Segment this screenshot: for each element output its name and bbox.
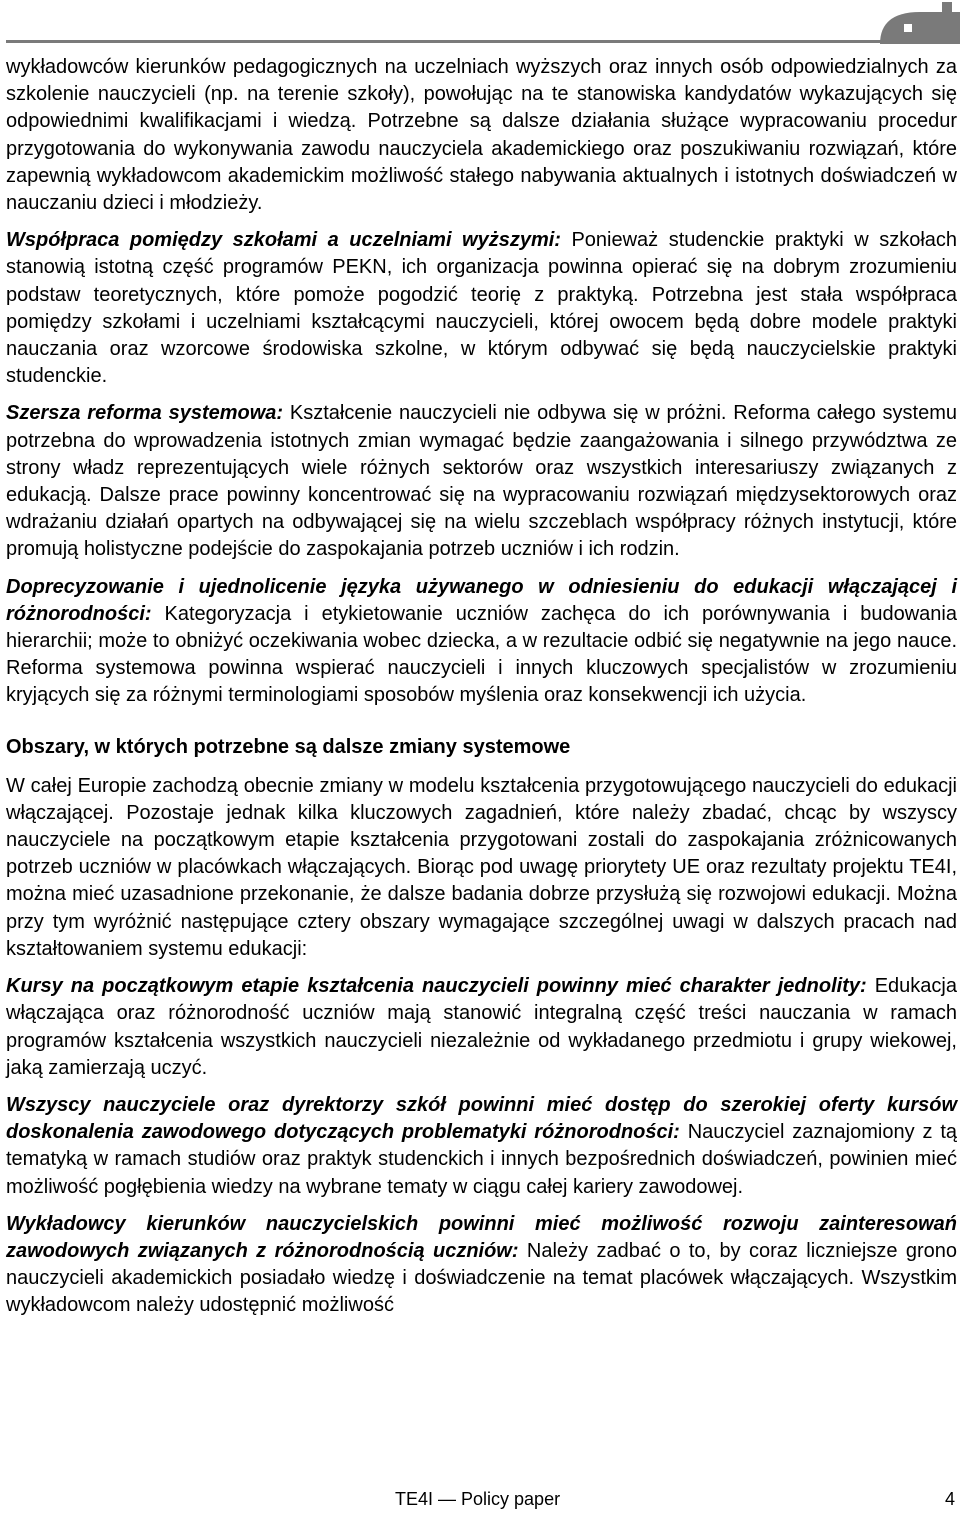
paragraph-initial-training-courses <box>6 973 957 1082</box>
paragraph-language-clarification <box>6 574 957 710</box>
paragraph-lead: Szersza reforma systemowa: <box>6 402 284 425</box>
paragraph-body: Kształcenie nauczycieli nie odbywa się w próżni. Reforma całego systemu potrzebna do wprowadzenia istotnych zmian wymagać będzie zaangażowania i silnego przywództwa ze strony władz reprezentujących wiele różnych sektorów oraz wszystkich interesariuszy związanych z edukacją. Dalsze prace powinny koncentrować się na wypracowaniu rozwiązań międzysektorowych oraz wdrażaniu działań opartych na odbywającej się na wielu szczeblach współpracy różnych instytucji, które promują holistyczne podejście do zaspokajania potrzeb uczniów i ich rodzin. <box>6 402 957 561</box>
footer-title: TE4I — Policy paper <box>395 1489 561 1509</box>
paragraph-lead: Współpraca pomiędzy szkołami a uczelniami wyższymi: <box>6 229 561 252</box>
paragraph-body: Ponieważ studenckie praktyki w szkołach stanowią istotną część programów PEKN, ich organizacja powinna opierać się na dobrym zrozumieniu podstaw teoretycznych, które pomoże pogodzić teorię z praktyką. Potrzebna jest stała współpraca pomiędzy szkołami i uczelniami kształcącymi nauczycieli, której owocem będą dobre modele praktyki nauczania oraz wzorcowe środowiska szkolne, w którym odbywać się będą nauczycielskie praktyki studenckie. <box>6 229 958 388</box>
paragraph-lead: Kursy na początkowym etapie kształcenia nauczycieli powinny mieć charakter jednolity: <box>6 975 867 998</box>
page-number: 4 <box>945 1489 956 1509</box>
paragraph-lead: Wykładowcy kierunków nauczycielskich powinni mieć możliwość rozwoju zainteresowań zawodowych związanych z różnorodnością uczniów: <box>6 1212 957 1262</box>
paragraph-lead: Doprecyzowanie i ujednolicenie języka używanego w odniesieniu do edukacji włączającej i różnorodności: <box>6 575 957 625</box>
intro-paragraph: wykładowców kierunków pedagogicznych na uczelniach wyższych oraz innych osób odpowiedzialnych za szkolenie nauczycieli (np. na terenie szkoły), powołując na te stanowiska kandydatów wykazujących się odpowiednimi kwalifikacjami i wiedzą. Potrzebne są dalsze działania służące wypracowaniu procedur przygotowania do wykonywania zawodu nauczyciela akademickiego oraz poszukiwaniu rozwiązań, które zapewnią wykładowcom akademickim możliwość stałego nabywania aktualnych i istotnych doświadczeń w nauczaniu dzieci i młodzieży. <box>6 56 957 215</box>
publisher-logo-icon <box>880 0 960 44</box>
paragraph-system-reform <box>6 400 957 563</box>
paragraph-lecturer-development <box>6 1211 957 1320</box>
section-heading: Obszary, w których potrzebne są dalsze zmiany systemowe <box>6 735 571 758</box>
paragraph-body: Kategoryzacja i etykietowanie uczniów zachęca do ich porównywania i budowania hierarchii; może to obniżyć oczekiwania wobec dziecka, a w rezultacie odbić się negatywnie na jego nauce. Reforma systemowa powinna wspierać nauczycieli i innych kluczowych specjalistów w zrozumieniu kryjących się za różnymi terminologiami sposobów myślenia oraz konsekwencji ich użycia. <box>6 602 957 707</box>
header-rule <box>6 40 892 43</box>
paragraph-body: Należy zadbać o to, by coraz liczniejsze grono nauczycieli akademickich posiadało wiedzę i doświadczenie na temat placówek włączających. Wszystkim wykładowcom należy udostępnić możliwość <box>6 1239 958 1317</box>
paragraph-body: Edukacja włączająca oraz różnorodność uczniów mają stanowić integralną część treści nauczania w ramach programów kształcenia wszystkich nauczycieli niezależnie od wykładanego przedmiotu i grupy wiekowej, jaką zamierzają uczyć. <box>6 975 957 1079</box>
section-intro-paragraph: W całej Europie zachodzą obecnie zmiany w modelu kształcenia przygotowującego nauczycieli do edukacji włączającej. Pozostaje jednak kilka kluczowych zagadnień, które należy zbadać, chcąc by wszyscy nauczyciele na początkowym etapie kształcenia przygotowani zostali do zaspokajania zróżnicowanych potrzeb uczniów w placówkach włączających. Biorąc pod uwagę priorytety UE oraz rezultaty projektu TE4I, można mieć uzasadnione przekonanie, że dalsze badania dobrze przysłużą się rozwojowi edukacji. Można przy tym wyróżnić następujące cztery obszary wymagające szczególnej uwagi w dalszych pracach nad kształtowaniem systemu edukacji: <box>6 774 957 960</box>
paragraph-lead: Wszyscy nauczyciele oraz dyrektorzy szkół powinni mieć dostęp do szerokiej oferty kursów doskonalenia zawodowego dotyczących problematyki różnorodności: <box>6 1093 957 1144</box>
paragraph-school-university-cooperation <box>6 227 957 390</box>
paragraph-body: Nauczyciel zaznajomiony z tą tematyką w ramach studiów oraz praktyk studenckich i innych bezpośrednich doświadczeń, powinien mieć możliwość pogłębienia wiedzy na wybrane tematy w ciągu całej kariery zawodowej. <box>6 1121 958 1198</box>
paragraph-professional-development <box>6 1092 957 1201</box>
document-body <box>6 54 957 1320</box>
